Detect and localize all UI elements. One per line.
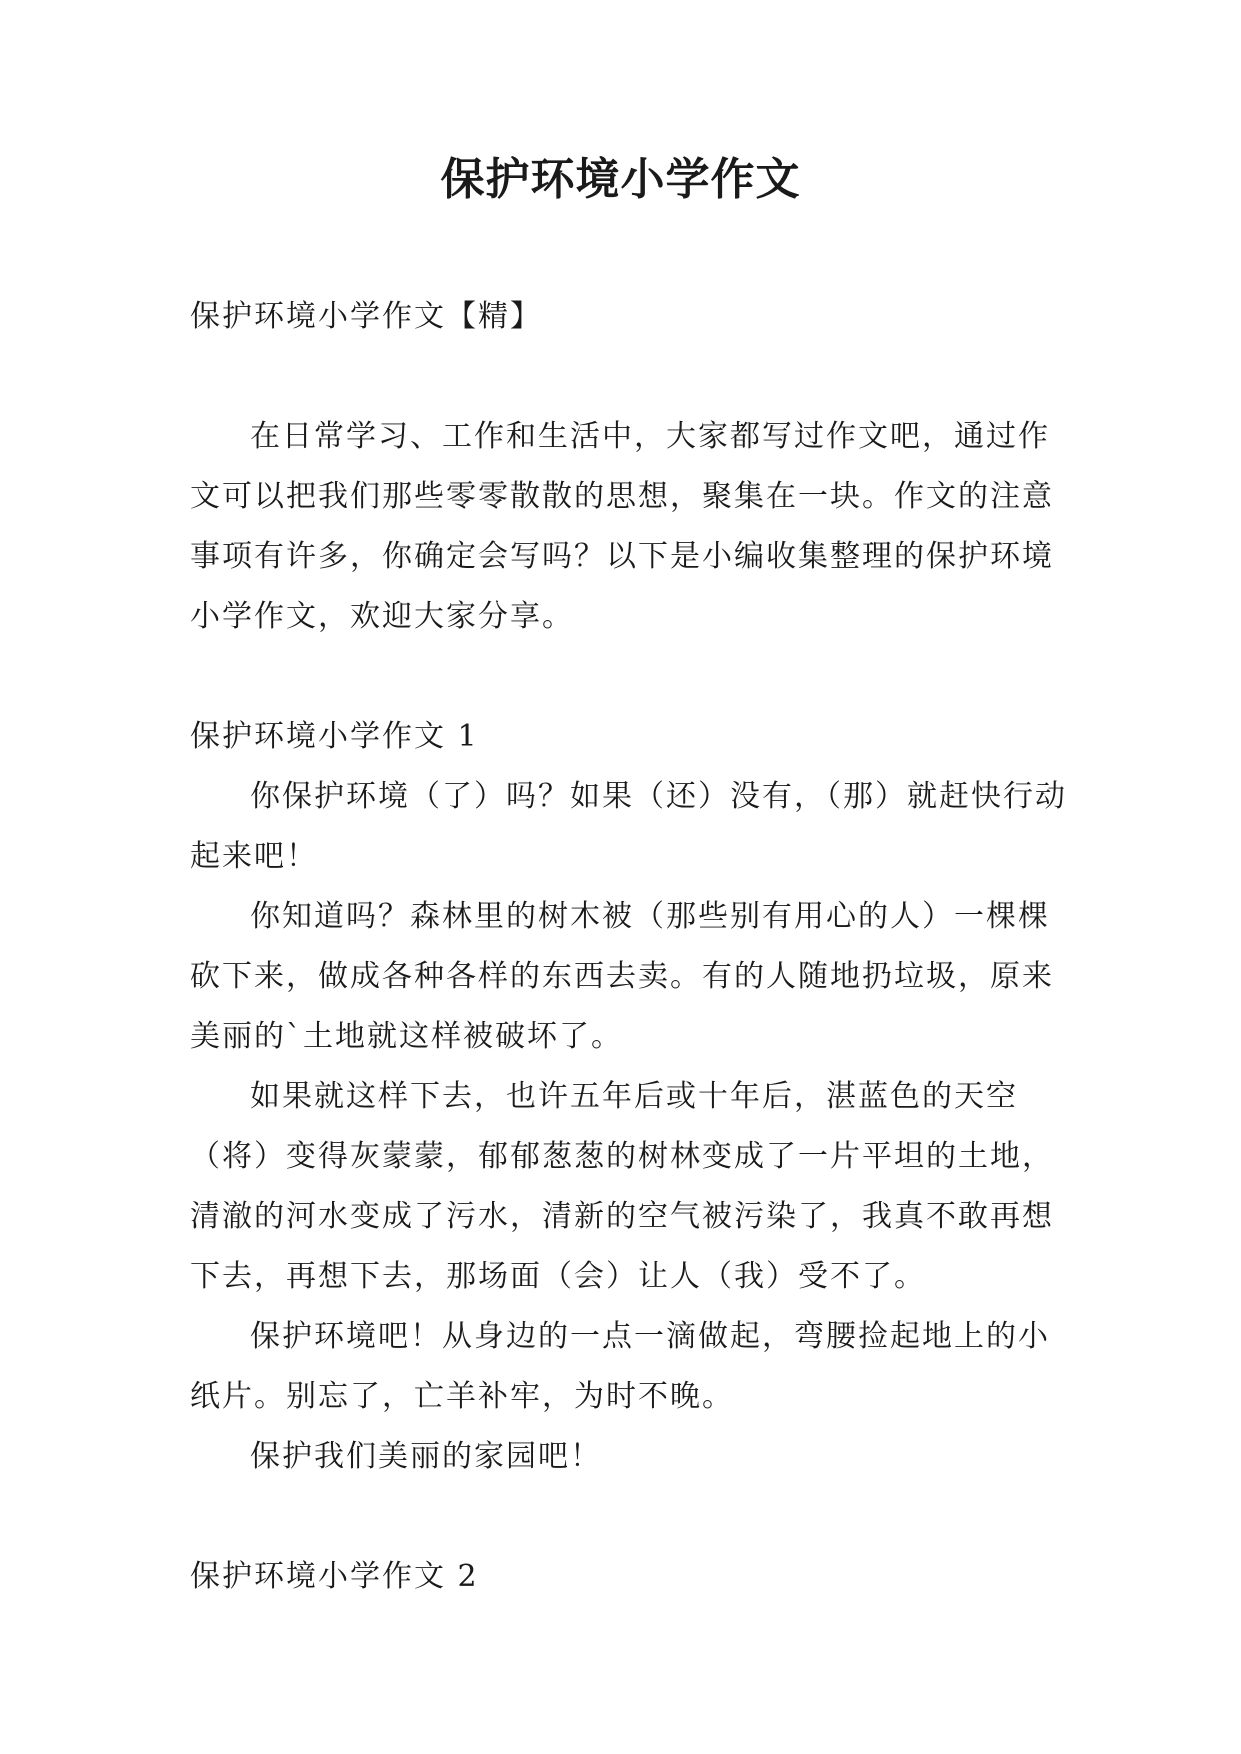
essay1-heading: 保护环境小学作文 1 — [190, 719, 479, 754]
essay1-paragraph: 你保护环境（了）吗？如果（还）没有，（那）就赶快行动起来吧！ — [190, 779, 1067, 874]
essay1-paragraph: 保护我们美丽的家园吧！ — [250, 1439, 602, 1474]
document-subtitle: 保护环境小学作文【精】 — [190, 299, 542, 334]
spacer — [190, 1487, 1070, 1547]
spacer — [190, 647, 1070, 707]
intro-paragraph: 在日常学习、工作和生活中，大家都写过作文吧，通过作文可以把我们那些零零散散的思想，聚集在一块。作文的注意事项有许多，你确定会写吗？以下是小编收集整理的保护环境小学作文，欢迎大家分享。 — [190, 419, 1054, 634]
spacer — [190, 347, 1070, 407]
essay1-paragraph: 保护环境吧！从身边的一点一滴做起，弯腰捡起地上的小纸片。别忘了，亡羊补牢，为时不晚。 — [190, 1319, 1050, 1414]
document-title: 保护环境小学作文 — [440, 154, 801, 205]
document-body — [190, 287, 1070, 1607]
essay1-paragraph: 如果就这样下去，也许五年后或十年后，湛蓝色的天空（将）变得灰蒙蒙，郁郁葱葱的树林变成了一片平坦的土地，清澈的河水变成了污水，清新的空气被污染了，我真不敢再想下去，再想下去，那场面（会）让人（我）受不了。 — [190, 1079, 1054, 1294]
essay1-paragraph: 你知道吗？森林里的树木被（那些别有用心的人）一棵棵砍下来，做成各种各样的东西去卖。有的人随地扔垃圾，原来美丽的`土地就这样被破坏了。 — [190, 899, 1054, 1054]
essay2-heading: 保护环境小学作文 2 — [190, 1559, 479, 1594]
